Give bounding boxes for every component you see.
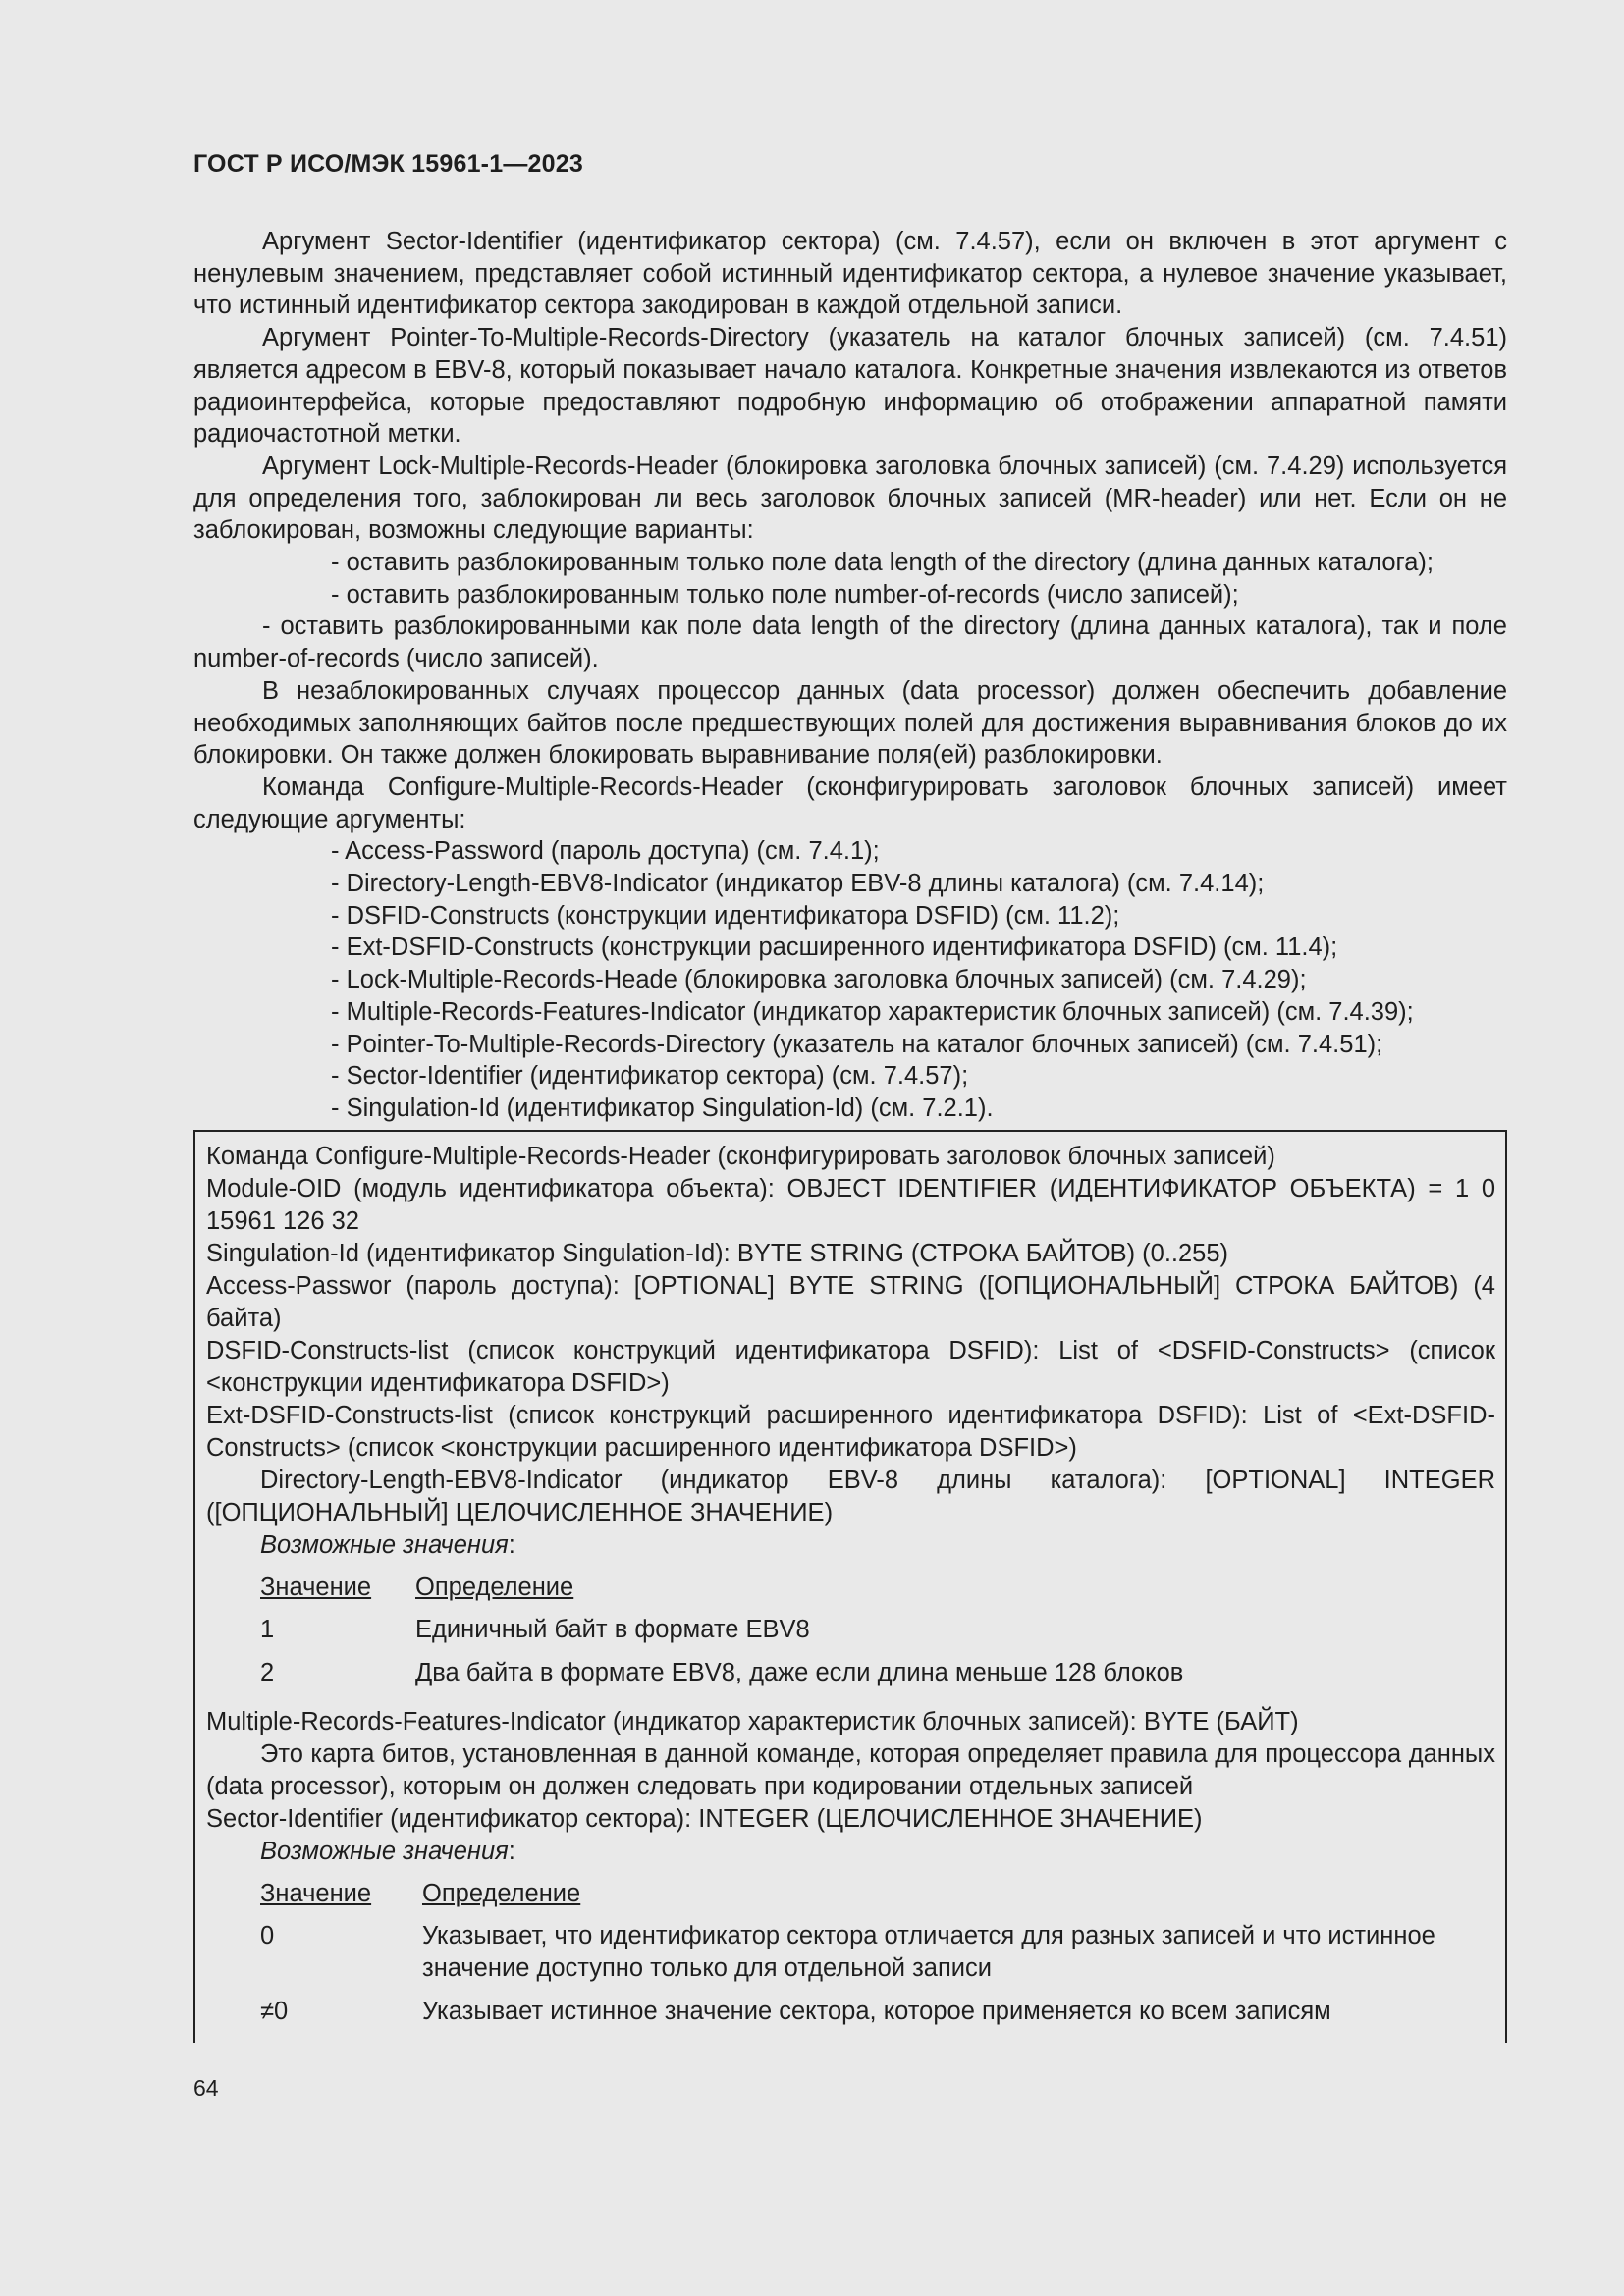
- table-header-row: [260, 1878, 1492, 1920]
- box-dsfid-constructs-list: DSFID-Constructs-list (список конструкций идентификатора DSFID): List of <DSFID-Constructs> (список <конструкции идентификатора DSFID>): [206, 1337, 1495, 1397]
- document-page: [193, 0, 1507, 2296]
- values-table-sector-identifier: [260, 1878, 1492, 2039]
- table-row: [260, 1996, 1492, 2039]
- box-command-title: Команда Configure-Multiple-Records-Header (сконфигурировать заголовок блочных записей): [206, 1143, 1275, 1170]
- table-row: [260, 1614, 1183, 1657]
- definition-cell: Единичный байт в формате EBV8: [415, 1616, 810, 1643]
- definition-cell: Указывает, что идентификатор сектора отличается для разных записей и что истинное значение доступно только для отдельной записи: [422, 1922, 1435, 1982]
- argument-item: - DSFID-Constructs (конструкции идентификатора DSFID) (см. 11.2);: [331, 901, 1120, 930]
- column-header-value: Значение: [260, 1880, 372, 1907]
- argument-item: - Pointer-To-Multiple-Records-Directory (указатель на каталог блочных записей) (см. 7.4.51);: [331, 1030, 1383, 1058]
- definition-cell: Два байта в формате EBV8, даже если длина меньше 128 блоков: [415, 1659, 1184, 1686]
- box-singulation-id: Singulation-Id (идентификатор Singulation-Id): BYTE STRING (СТРОКА БАЙТОВ) (0..255): [206, 1240, 1229, 1267]
- box-bitmap-description: Это карта битов, установленная в данной команде, которая определяет правила для процессора данных (data processor), которым он должен следовать при кодировании отдельных записей: [206, 1740, 1495, 1800]
- document-header: ГОСТ Р ИСО/МЭК 15961-1—2023: [193, 150, 583, 178]
- column-header-definition: Определение: [415, 1574, 574, 1601]
- box-ext-dsfid-constructs-list: Ext-DSFID-Constructs-list (список конструкций расширенного идентификатора DSFID): List of <Ext-DSFID-Constructs> (список <конструкции расширенного идентификатора DSFID>): [206, 1402, 1495, 1462]
- body-text: [193, 226, 1507, 1125]
- page-number: 64: [193, 2075, 219, 2101]
- possible-values-label: Возможные значения:: [260, 1838, 515, 1865]
- value-cell: 0: [260, 1922, 275, 1949]
- paragraph-lock-header: Аргумент Lock-Multiple-Records-Header (блокировка заголовка блочных записей) (см. 7.4.29) используется для определения того, заблокирован ли весь заголовок блочных записей (MR-header) или нет. Если он не заблокирован, возможны следующие варианты:: [193, 452, 1507, 545]
- argument-item: - Ext-DSFID-Constructs (конструкции расширенного идентификатора DSFID) (см. 11.4);: [331, 934, 1338, 962]
- table-header-row: [260, 1572, 1183, 1614]
- box-module-oid: Module-OID (модуль идентификатора объекта): OBJECT IDENTIFIER (ИДЕНТИФИКАТОР ОБЪЕКТА) = 1 0 15961 126 32: [206, 1175, 1495, 1235]
- box-access-password: Access-Passwor (пароль доступа): [OPTIONAL] BYTE STRING ([ОПЦИОНАЛЬНЫЙ] СТРОКА БАЙТОВ) (4 байта): [206, 1272, 1495, 1332]
- argument-item: - Lock-Multiple-Records-Heade (блокировка заголовка блочных записей) (см. 7.4.29);: [331, 966, 1307, 994]
- command-definition-box: [193, 1130, 1507, 2043]
- box-features-indicator: Multiple-Records-Features-Indicator (индикатор характеристик блочных записей): BYTE (БАЙТ): [206, 1708, 1299, 1735]
- lock-option-item: - оставить разблокированными как поле data length of the directory (длина данных каталога), так и поле number-of-records (число записей).: [193, 613, 1507, 673]
- box-directory-length-indicator: Directory-Length-EBV8-Indicator (индикатор EBV-8 длины каталога): [OPTIONAL] INTEGER ([ОПЦИОНАЛЬНЫЙ] ЦЕЛОЧИСЛЕННОЕ ЗНАЧЕНИЕ): [206, 1467, 1495, 1526]
- lock-option-item: - оставить разблокированным только поле data length of the directory (длина данных каталога);: [331, 549, 1435, 577]
- value-cell: ≠0: [260, 1998, 289, 2025]
- lock-option-item: - оставить разблокированным только поле number-of-records (число записей);: [331, 580, 1239, 609]
- argument-item: - Directory-Length-EBV8-Indicator (индикатор EBV-8 длины каталога) (см. 7.4.14);: [331, 870, 1265, 898]
- argument-item: - Sector-Identifier (идентификатор сектора) (см. 7.4.57);: [331, 1062, 969, 1091]
- argument-item: - Singulation-Id (идентификатор Singulation-Id) (см. 7.2.1).: [331, 1094, 994, 1122]
- paragraph-pointer-directory: Аргумент Pointer-To-Multiple-Records-Directory (указатель на каталог блочных записей) (см. 7.4.51) является адресом в EBV-8, который показывает начало каталога. Конкретные значения извлекаются из ответов радиоинтерфейса, которые предоставляют подробную информацию об отображении аппаратной памяти радиочастотной метки.: [193, 324, 1507, 449]
- paragraph-unlocked-cases: В незаблокированных случаях процессор данных (data processor) должен обеспечить добавление необходимых заполняющих байтов после предшествующих полей для достижения выравнивания блоков до их блокировки. Он также должен блокировать выравнивание поля(ей) разблокировки.: [193, 676, 1507, 770]
- column-header-value: Значение: [260, 1574, 372, 1601]
- paragraph-command-arguments: Команда Configure-Multiple-Records-Header (сконфигурировать заголовок блочных записей) имеет следующие аргументы:: [193, 773, 1507, 833]
- table-row: [260, 1657, 1183, 1700]
- value-cell: 1: [260, 1616, 275, 1643]
- table-row: [260, 1920, 1492, 1996]
- box-sector-identifier: Sector-Identifier (идентификатор сектора): INTEGER (ЦЕЛОЧИСЛЕННОЕ ЗНАЧЕНИЕ): [206, 1805, 1203, 1833]
- paragraph-sector-identifier: Аргумент Sector-Identifier (идентификатор сектора) (см. 7.4.57), если он включен в этот аргумент с ненулевым значением, представляет собой истинный идентификатор сектора, а нулевое значение указывает, что истинный идентификатор сектора закодирован в каждой отдельной записи.: [193, 228, 1507, 320]
- definition-cell: Указывает истинное значение сектора, которое применяется ко всем записям: [422, 1998, 1331, 2025]
- possible-values-label: Возможные значения:: [260, 1531, 515, 1559]
- argument-item: - Multiple-Records-Features-Indicator (индикатор характеристик блочных записей) (см. 7.4.39);: [331, 997, 1414, 1026]
- argument-item: - Access-Password (пароль доступа) (см. 7.4.1);: [331, 837, 880, 866]
- value-cell: 2: [260, 1659, 275, 1686]
- values-table-directory-length: [260, 1572, 1183, 1700]
- column-header-definition: Определение: [422, 1880, 581, 1907]
